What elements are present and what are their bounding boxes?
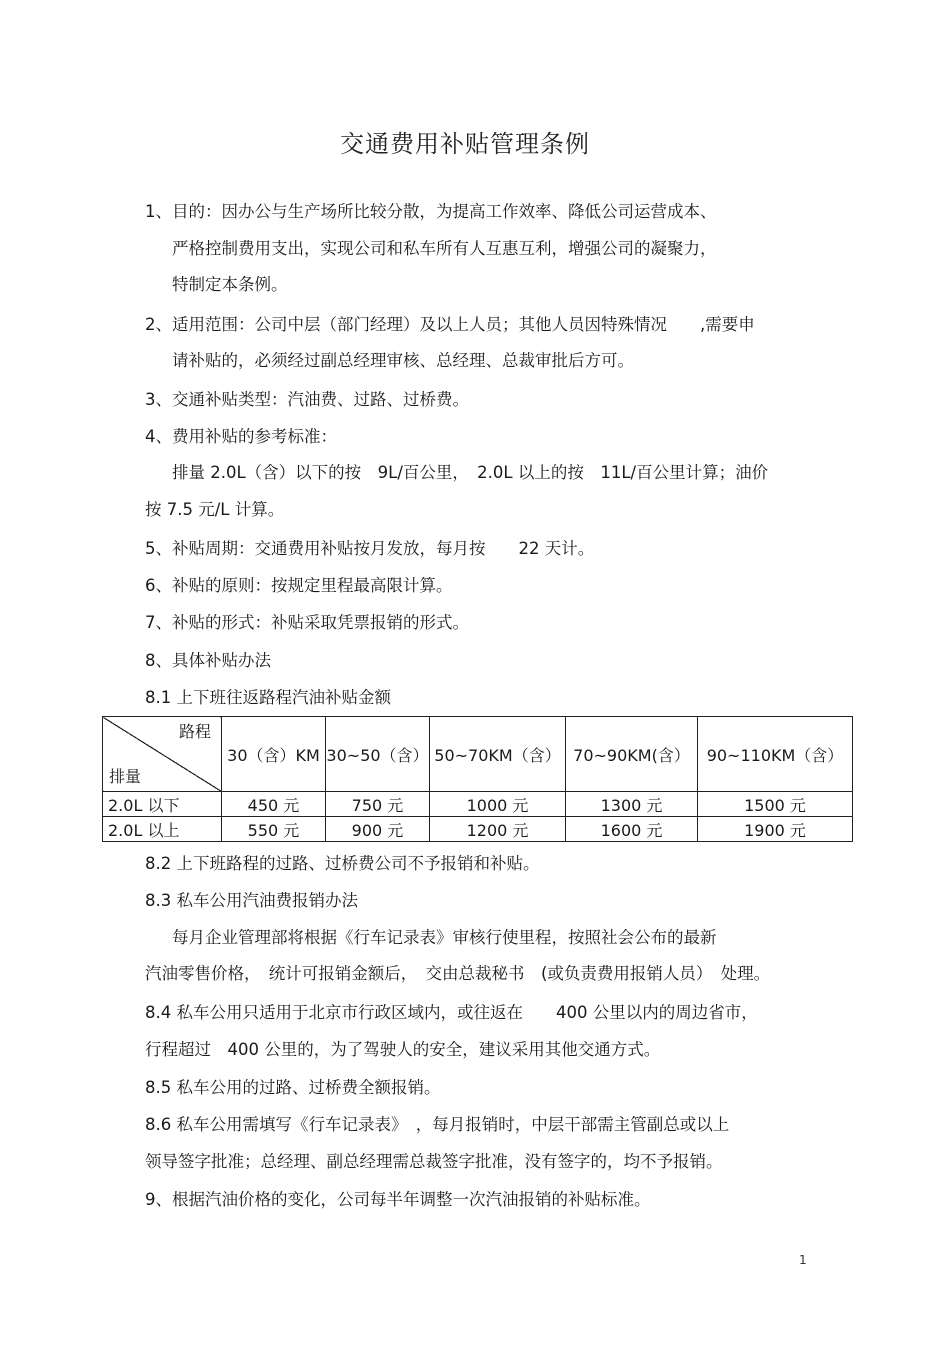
clause-7: 7、补贴的形式：补贴采取凭票报销的形式。 (145, 613, 469, 632)
clause-8-5: 8.5 私车公用的过路、过桥费全额报销。 (145, 1078, 441, 1097)
clause-4: 4、费用补贴的参考标准： (145, 427, 337, 446)
clause-6: 6、补贴的原则：按规定里程最高限计算。 (145, 576, 453, 595)
clause-8-2: 8.2 上下班路程的过路、过桥费公司不予报销和补贴。 (145, 854, 540, 873)
table-cell: 1900 元 (698, 817, 853, 842)
table-cell: 550 元 (222, 817, 326, 842)
clause-8-1: 8.1 上下班往返路程汽油补贴金额 (145, 688, 391, 707)
table-header-row (103, 717, 853, 792)
clause-8-3: 8.3 私车公用汽油费报销办法 (145, 891, 358, 910)
table-cell: 900 元 (326, 817, 430, 842)
clause-8-6-line-2: 领导签字批准；总经理、副总经理需总裁签字批准，没有签字的，均不予报销。 (145, 1152, 723, 1171)
clause-5: 5、补贴周期：交通费用补贴按月发放，每月按 22 天计。 (145, 539, 595, 558)
clause-2-line-1: 2、适用范围：公司中层（部门经理）及以上人员；其他人员因特殊情况 ,需要申 (145, 315, 755, 334)
clause-8-3-line-3: 汽油零售价格， 统计可报销金额后， 交由总裁秘书 (或负责费用报销人员） 处理。 (145, 964, 771, 983)
row-label: 2.0L 以下 (103, 792, 222, 817)
clause-4-line-3: 按 7.5 元/L 计算。 (145, 500, 285, 519)
table-row (103, 817, 853, 842)
page-number: 1 (799, 1253, 807, 1267)
column-header: 30（含）KM (222, 717, 326, 792)
clause-1-line-1: 1、目的：因办公与生产场所比较分散，为提高工作效率、降低公司运营成本、 (145, 202, 717, 221)
column-header: 30~50（含） (326, 717, 430, 792)
table-row (103, 792, 853, 817)
column-header: 70~90KM(含） (566, 717, 698, 792)
clause-8-4: 8.4 私车公用只适用于北京市行政区域内，或往返在 400 公里以内的周边省市， (145, 1003, 758, 1022)
clause-1-line-3: 特制定本条例。 (172, 275, 288, 294)
table-cell: 1000 元 (430, 792, 566, 817)
table-cell: 750 元 (326, 792, 430, 817)
table-corner-cell (103, 717, 222, 792)
corner-label-distance: 路程 (178, 722, 211, 741)
clause-1-line-2: 严格控制费用支出，实现公司和私车所有人互惠互利，增强公司的凝聚力， (172, 239, 717, 258)
clause-8: 8、具体补贴办法 (145, 651, 271, 670)
column-header: 50~70KM（含） (430, 717, 566, 792)
subsidy-table (102, 716, 853, 842)
row-label: 2.0L 以上 (103, 817, 222, 842)
clause-2-line-2: 请补贴的，必须经过副总经理审核、总经理、总裁审批后方可。 (172, 351, 634, 370)
clause-8-6: 8.6 私车公用需填写《行车记录表》 ，每月报销时，中层干部需主管副总或以上 (145, 1115, 730, 1134)
clause-8-4-line-2: 行程超过 400 公里的，为了驾驶人的安全，建议采用其他交通方式。 (145, 1040, 661, 1059)
page-title: 交通费用补贴管理条例 (340, 130, 590, 158)
table-cell: 1600 元 (566, 817, 698, 842)
clause-3: 3、交通补贴类型：汽油费、过路、过桥费。 (145, 390, 469, 409)
clause-8-3-line-2: 每月企业管理部将根据《行车记录表》审核行使里程，按照社会公布的最新 (172, 928, 717, 947)
clause-4-line-2: 排量 2.0L（含）以下的按 9L/百公里， 2.0L 以上的按 11L/百公里计算；油价 (172, 463, 769, 482)
table-cell: 450 元 (222, 792, 326, 817)
table-cell: 1500 元 (698, 792, 853, 817)
table-cell: 1300 元 (566, 792, 698, 817)
corner-label-displacement: 排量 (109, 767, 142, 786)
table-cell: 1200 元 (430, 817, 566, 842)
column-header: 90~110KM（含） (698, 717, 853, 792)
clause-9: 9、根据汽油价格的变化，公司每半年调整一次汽油报销的补贴标准。 (145, 1190, 651, 1209)
